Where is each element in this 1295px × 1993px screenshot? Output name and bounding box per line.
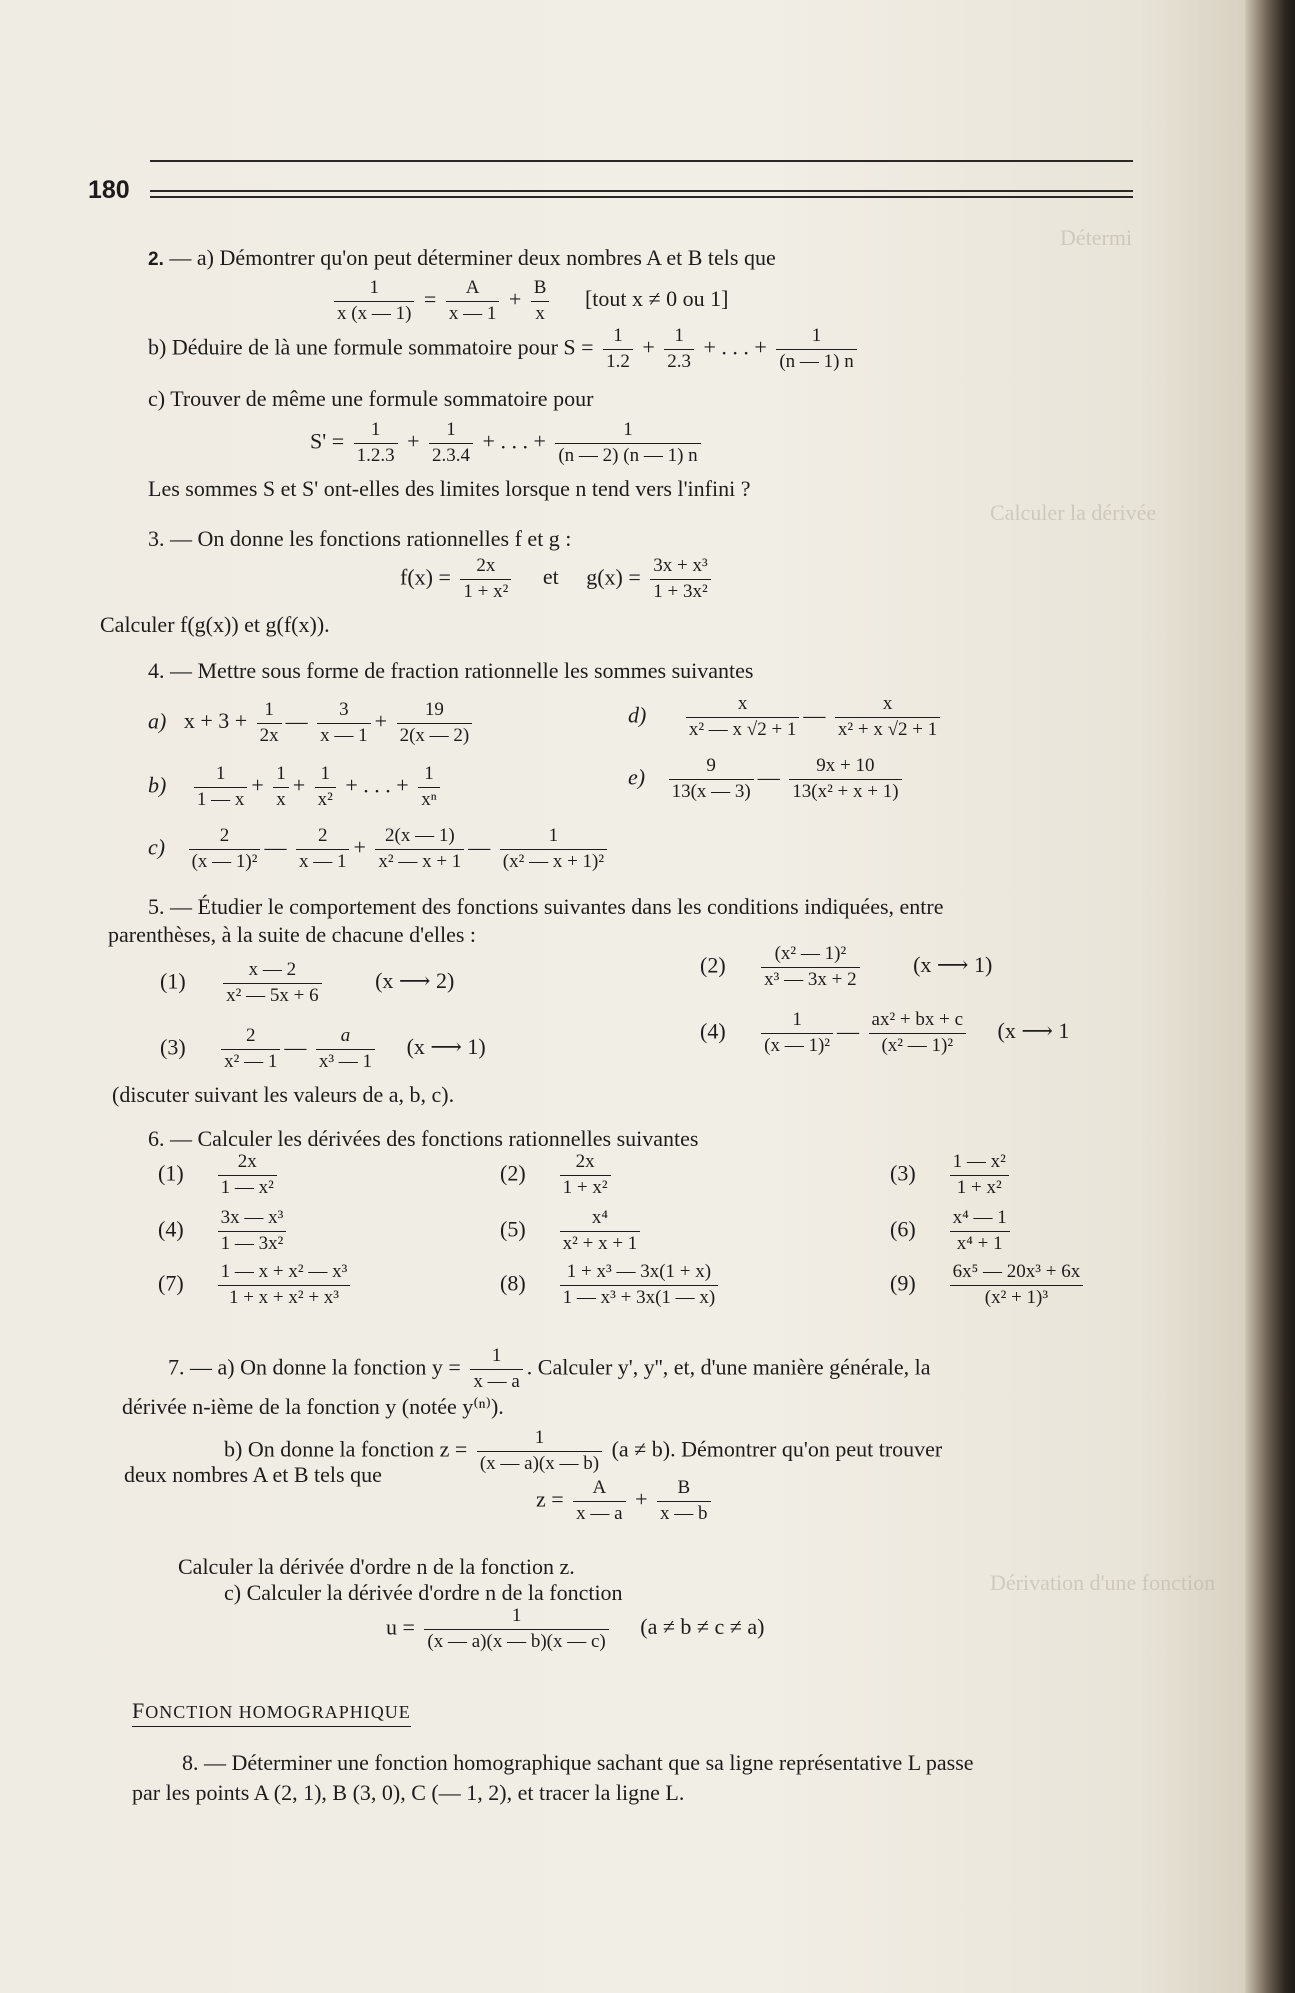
exercise-4-d: d) $\frac{x}{\text{x² — x √2 + 1}}$ — $\frac{x}{\text{x² + x √2 + 1}}$ — [628, 694, 944, 741]
exercise-4-c: c) $\frac{2}{\text{(x — 1)²}}$ — $\frac{2}{x — 1}$ + $\frac{2(x — 1)}{\text{x² — x + 1}}$ — $\frac{1}{\text{(x² — x + 1)²}}$ — [148, 826, 611, 873]
exercise-6-item — [890, 1262, 1087, 1309]
fraction: $\frac{\text{1 — x + x² — x³}}{\text{1 + x + x² + x³}}$ — [218, 1262, 351, 1309]
exercise-6-item — [158, 1262, 354, 1309]
fraction: $\frac{\text{x⁴ — 1}}{\text{x⁴ + 1}}$ — [950, 1208, 1010, 1255]
exercise-7-u: u = $\frac{1}{(x — a)(x — b)(x — c)}$ (a ≠ b ≠ c ≠ a) — [386, 1605, 765, 1652]
exercise-2-sprime: S' = $\frac{1}{1.2.3}$ + $\frac{1}{2.3.4}$ + . . . + $\frac{1}{(n — 2) (n — 1) n}$ — [310, 420, 705, 467]
exercise-6-intro: 6. — Calculer les dérivées des fonctions rationnelles suivantes — [148, 1126, 699, 1151]
exercise-4-a: a) x + 3 + $\frac{1}{2x}$ — $\frac{3}{x — 1}$ + $\frac{19}{2(x — 2)}$ — [148, 700, 476, 747]
exercise-7-b-line2: deux nombres A et B tels que — [124, 1462, 382, 1487]
exercise-2-identity: $\frac{1}{x (x — 1)}$ = $\frac{A}{x — 1}$ + $\frac{B}{x}$ [tout x ≠ 0 ou 1] — [330, 278, 728, 325]
item-label: (2) — [500, 1160, 526, 1186]
exercise-5-intro: parenthèses, à la suite de chacune d'elles : — [108, 922, 477, 947]
item-label: (1) — [158, 1160, 184, 1186]
item-label: (6) — [890, 1216, 916, 1242]
exercise-3-functions: f(x) = $\frac{2x}{\text{1 + x²}}$ et g(x) = $\frac{\text{3x + x³}}{\text{1 + 3x²}}$ — [400, 556, 715, 603]
exercise-2-limits: Les sommes S et S' ont-elles des limites lorsque n tend vers l'infini ? — [148, 476, 751, 501]
exercise-4-b: b) $\frac{1}{1 — x}$ + $\frac{1}{x}$ + $\frac{1}{\text{x²}}$ + . . . + $\frac{1}{\text{xⁿ}}$ — [148, 764, 444, 811]
exercise-6-item — [158, 1152, 281, 1199]
exercise-2-a: 2. — a) Démontrer qu'on peut déterminer deux nombres A et B tels que — [148, 245, 776, 270]
item-label: (4) — [158, 1216, 184, 1242]
exercise-3-intro: 3. — On donne les fonctions rationnelles f et g : — [148, 526, 572, 551]
item-label: (9) — [890, 1270, 916, 1296]
fraction: $\frac{\text{1 + x³ — 3x(1 + x)}}{\text{1 — x³ + 3x(1 — x)}}$ — [560, 1262, 719, 1309]
header-rule — [150, 190, 1133, 192]
fraction: $\frac{\text{3x — x³}}{\text{1 — 3x²}}$ — [218, 1208, 287, 1255]
exercise-7-c: c) Calculer la dérivée d'ordre n de la fonction — [224, 1580, 623, 1605]
page-number: 180 — [88, 176, 130, 204]
header-rule — [150, 196, 1133, 198]
exercise-8-line1: 8. — Déterminer une fonction homographique sachant que sa ligne représentative L passe — [182, 1750, 974, 1775]
fraction: $\frac{\text{1 — x²}}{\text{1 + x²}}$ — [950, 1152, 1009, 1199]
exercise-6-item — [500, 1152, 615, 1199]
exercise-3-calc: Calculer f(g(x)) et g(f(x)). — [100, 612, 330, 637]
header-rule — [150, 160, 1133, 162]
show-through-text: Dérivation d'une fonction — [990, 1570, 1216, 1595]
exercise-5-item-4: (4) $\frac{1}{\text{(x — 1)²}}$ — $\frac{\text{ax² + bx + c}}{\text{(x² — 1)²}}$ (x ⟶ 1 — [700, 1009, 1070, 1056]
exercise-5-item-2: (2) $\frac{\text{(x² — 1)²}}{\text{x³ — 3x + 2}}$ (x ⟶ 1) — [700, 943, 993, 990]
exercise-6-item — [500, 1262, 722, 1309]
exercise-5-intro: 5. — Étudier le comportement des fonctions suivantes dans les conditions indiquées, entre — [148, 894, 944, 919]
fraction: $\frac{\text{6x⁵ — 20x³ + 6x}}{\text{(x² + 1)³}}$ — [950, 1262, 1084, 1309]
show-through-text: Détermi — [1060, 225, 1133, 250]
exercise-4-intro: 4. — Mettre sous forme de fraction rationnelle les sommes suivantes — [148, 658, 754, 683]
fraction: $\frac{2x}{\text{1 + x²}}$ — [560, 1152, 611, 1199]
item-label: (5) — [500, 1216, 526, 1242]
exercise-7-a-line2: dérivée n-ième de la fonction y (notée y⁽ⁿ⁾). — [122, 1394, 504, 1419]
exercise-6-item — [890, 1208, 1014, 1255]
item-label: (3) — [890, 1160, 916, 1186]
item-label: (8) — [500, 1270, 526, 1296]
exercise-7-b-calc: Calculer la dérivée d'ordre n de la fonction z. — [178, 1554, 575, 1579]
exercise-5-discuss: (discuter suivant les valeurs de a, b, c). — [112, 1082, 455, 1107]
exercise-2-c: c) Trouver de même une formule sommatoire pour — [148, 386, 594, 411]
exercise-5-item-3: (3) $\frac{2}{\text{x² — 1}}$ — $\frac{a}{\text{x³ — 1}}$ (x ⟶ 1) — [160, 1025, 486, 1072]
exercise-7-z: z = $\frac{A}{x — a}$ + $\frac{B}{x — b}$ — [536, 1478, 715, 1525]
section-heading: FONCTION HOMOGRAPHIQUE — [132, 1698, 411, 1727]
exercise-2-b: b) Déduire de là une formule sommatoire pour S = $\frac{1}{1.2}$ + $\frac{1}{2.3}$ + . . . + $\frac{1}{(n — 1) n}$ — [148, 326, 861, 373]
show-through-text: Calculer la dérivée — [990, 500, 1157, 525]
fraction: $\frac{2x}{\text{1 — x²}}$ — [218, 1152, 277, 1199]
exercise-8-line2: par les points A (2, 1), B (3, 0), C (— 1, 2), et tracer la ligne L. — [132, 1780, 685, 1805]
fraction: $\frac{\text{x⁴}}{\text{x² + x + 1}}$ — [560, 1208, 641, 1255]
exercise-6-item — [500, 1208, 644, 1255]
exercise-5-item-1: (1) $\frac{x — 2}{\text{x² — 5x + 6}}$ (x ⟶ 2) — [160, 959, 455, 1006]
exercise-6-item — [890, 1152, 1013, 1199]
exercise-7-a: 7. — a) On donne la fonction y = $\frac{1}{x — a}$ . Calculer y', y'', et, d'une manière générale, la — [168, 1345, 931, 1392]
exercise-4-e: e) $\frac{9}{13(x — 3)}$ — $\frac{9x + 10}{\text{13(x² + x + 1)}}$ — [628, 756, 906, 803]
exercise-6-item — [158, 1208, 290, 1255]
item-label: (7) — [158, 1270, 184, 1296]
exercise-7-b: b) On donne la fonction z = $\frac{1}{(x — a)(x — b)}$ (a ≠ b). Démontrer qu'on peut trouver — [224, 1427, 943, 1474]
book-gutter — [1245, 0, 1295, 1993]
